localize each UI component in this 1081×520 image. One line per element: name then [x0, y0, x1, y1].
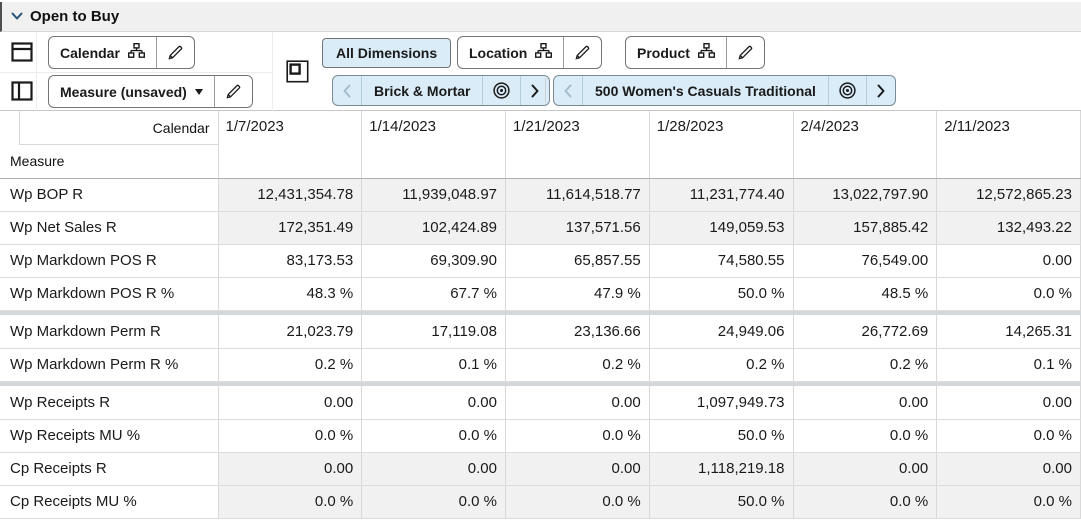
- page-axis-icon[interactable]: [286, 60, 309, 88]
- data-cell[interactable]: 76,549.00: [793, 244, 937, 277]
- table-row: [0, 386, 1081, 419]
- data-cell[interactable]: 0.2 %: [218, 348, 362, 381]
- data-cell[interactable]: 50.0 %: [649, 485, 793, 518]
- data-cell[interactable]: 0.0 %: [362, 419, 506, 452]
- axis-corner-cell: [0, 111, 218, 145]
- data-cell[interactable]: 47.9 %: [506, 277, 650, 310]
- location-chip-label[interactable]: Brick & Mortar: [361, 76, 482, 105]
- location-prev-button[interactable]: [333, 76, 361, 105]
- column-header[interactable]: 1/7/2023: [218, 111, 362, 178]
- data-cell[interactable]: 74,580.55: [649, 244, 793, 277]
- hierarchy-icon: [698, 43, 715, 63]
- product-tile-button[interactable]: [625, 36, 765, 69]
- row-label[interactable]: Cp Receipts R: [0, 452, 218, 485]
- chip-divider: [545, 78, 546, 103]
- hierarchy-icon: [535, 43, 552, 63]
- data-cell[interactable]: 172,351.49: [218, 211, 362, 244]
- data-cell[interactable]: 17,119.08: [362, 315, 506, 348]
- data-cell[interactable]: 1,118,219.18: [649, 452, 793, 485]
- data-cell[interactable]: 0.0 %: [793, 485, 937, 518]
- data-cell[interactable]: 50.0 %: [649, 419, 793, 452]
- location-chip: [332, 75, 550, 106]
- grid-body: [0, 178, 1081, 518]
- column-header-row: [0, 111, 1081, 145]
- column-header[interactable]: 1/14/2023: [362, 111, 506, 178]
- data-cell[interactable]: 83,173.53: [218, 244, 362, 277]
- data-cell[interactable]: 11,231,774.40: [649, 178, 793, 211]
- product-prev-button[interactable]: [554, 76, 582, 105]
- data-cell[interactable]: 24,949.06: [649, 315, 793, 348]
- column-axis-label[interactable]: Calendar: [20, 111, 218, 145]
- data-cell[interactable]: 0.00: [793, 386, 937, 419]
- table-row: [0, 277, 1081, 310]
- data-cell[interactable]: 0.0 %: [362, 485, 506, 518]
- product-chip-label[interactable]: 500 Women's Casuals Traditional: [582, 76, 828, 105]
- product-tile-label: Product: [637, 44, 690, 61]
- row-label[interactable]: Wp Markdown POS R: [0, 244, 218, 277]
- row-label[interactable]: Wp Markdown POS R %: [0, 277, 218, 310]
- data-cell[interactable]: 137,571.56: [506, 211, 650, 244]
- product-edit-button[interactable]: [726, 37, 764, 68]
- data-cell[interactable]: 132,493.22: [937, 211, 1081, 244]
- location-target-icon[interactable]: [482, 76, 520, 105]
- data-cell[interactable]: 0.00: [937, 244, 1081, 277]
- calendar-tile-button[interactable]: [48, 36, 195, 69]
- row-label[interactable]: Wp Receipts R: [0, 386, 218, 419]
- column-header[interactable]: 1/28/2023: [649, 111, 793, 178]
- data-cell[interactable]: 0.00: [937, 386, 1081, 419]
- table-row: [0, 485, 1081, 518]
- data-cell[interactable]: 102,424.89: [362, 211, 506, 244]
- data-cell[interactable]: 14,265.31: [937, 315, 1081, 348]
- page-title: Open to Buy: [30, 8, 120, 25]
- column-header[interactable]: 2/4/2023: [793, 111, 937, 178]
- data-cell[interactable]: 0.00: [362, 452, 506, 485]
- data-cell[interactable]: 21,023.79: [218, 315, 362, 348]
- pivot-grid: [0, 111, 1081, 519]
- location-tile-label: Location: [469, 44, 528, 61]
- data-cell[interactable]: 12,431,354.78: [218, 178, 362, 211]
- data-cell[interactable]: 149,059.53: [649, 211, 793, 244]
- data-cell[interactable]: 0.1 %: [937, 348, 1081, 381]
- data-cell[interactable]: 65,857.55: [506, 244, 650, 277]
- table-row: [0, 452, 1081, 485]
- corner-strip: [0, 111, 20, 145]
- data-cell[interactable]: 0.2 %: [649, 348, 793, 381]
- data-cell[interactable]: 0.00: [218, 452, 362, 485]
- all-dimensions-label: All Dimensions: [336, 45, 438, 61]
- data-cell[interactable]: 69,309.90: [362, 244, 506, 277]
- table-row: [0, 211, 1081, 244]
- data-cell[interactable]: 0.0 %: [218, 419, 362, 452]
- data-cell[interactable]: 0.0 %: [506, 485, 650, 518]
- data-cell[interactable]: 11,939,048.97: [362, 178, 506, 211]
- data-cell[interactable]: 50.0 %: [649, 277, 793, 310]
- pivot-toolbar: [0, 32, 1081, 111]
- data-cell[interactable]: 0.2 %: [793, 348, 937, 381]
- measure-tile-label: Measure (unsaved): [60, 83, 187, 100]
- data-cell[interactable]: 0.0 %: [218, 485, 362, 518]
- data-cell[interactable]: 0.0 %: [793, 419, 937, 452]
- data-cell[interactable]: 12,572,865.23: [937, 178, 1081, 211]
- measure-tile-button[interactable]: [48, 75, 253, 108]
- data-cell[interactable]: 0.00: [218, 386, 362, 419]
- data-cell[interactable]: 13,022,797.90: [793, 178, 937, 211]
- data-cell[interactable]: 157,885.42: [793, 211, 937, 244]
- table-row: [0, 244, 1081, 277]
- location-edit-button[interactable]: [563, 37, 601, 68]
- data-cell[interactable]: 0.00: [506, 452, 650, 485]
- data-cell[interactable]: 48.5 %: [793, 277, 937, 310]
- column-header[interactable]: 2/11/2023: [937, 111, 1081, 178]
- row-label[interactable]: Wp BOP R: [0, 178, 218, 211]
- location-tile-button[interactable]: [457, 36, 602, 69]
- product-next-button[interactable]: [866, 76, 895, 105]
- calendar-tile-label: Calendar: [60, 44, 120, 61]
- row-label[interactable]: Wp Receipts MU %: [0, 419, 218, 452]
- collapse-chevron-icon[interactable]: [11, 12, 23, 21]
- toolbar-divider: [0, 72, 272, 73]
- product-target-icon[interactable]: [828, 76, 866, 105]
- data-cell[interactable]: 0.0 %: [506, 419, 650, 452]
- row-label[interactable]: Wp Markdown Perm R: [0, 315, 218, 348]
- rows-axis-icon[interactable]: [11, 42, 33, 67]
- data-cell[interactable]: 0.0 %: [937, 277, 1081, 310]
- toolbar-divider: [272, 32, 273, 111]
- data-cell[interactable]: 0.00: [793, 452, 937, 485]
- data-cell[interactable]: 67.7 %: [362, 277, 506, 310]
- product-chip: [553, 75, 896, 106]
- columns-axis-icon[interactable]: [11, 81, 33, 106]
- data-cell[interactable]: 0.00: [506, 386, 650, 419]
- row-label[interactable]: Wp Net Sales R: [0, 211, 218, 244]
- hierarchy-icon: [128, 43, 145, 63]
- calendar-edit-button[interactable]: [156, 37, 194, 68]
- data-cell[interactable]: 0.00: [362, 386, 506, 419]
- row-axis-label[interactable]: Measure: [0, 145, 218, 178]
- data-cell[interactable]: 0.0 %: [937, 419, 1081, 452]
- data-cell[interactable]: 23,136.66: [506, 315, 650, 348]
- measure-edit-button[interactable]: [214, 76, 252, 107]
- data-cell[interactable]: 1,097,949.73: [649, 386, 793, 419]
- table-row: [0, 178, 1081, 211]
- data-cell[interactable]: 11,614,518.77: [506, 178, 650, 211]
- table-row: [0, 348, 1081, 381]
- data-cell[interactable]: 26,772.69: [793, 315, 937, 348]
- data-cell[interactable]: 0.2 %: [506, 348, 650, 381]
- table-row: [0, 315, 1081, 348]
- dropdown-caret-icon[interactable]: [195, 89, 203, 95]
- data-cell[interactable]: 0.0 %: [937, 485, 1081, 518]
- row-label[interactable]: Cp Receipts MU %: [0, 485, 218, 518]
- data-cell[interactable]: 0.00: [937, 452, 1081, 485]
- data-cell[interactable]: 48.3 %: [218, 277, 362, 310]
- all-dimensions-button[interactable]: [322, 38, 451, 68]
- column-header[interactable]: 1/21/2023: [506, 111, 650, 178]
- section-header: [0, 2, 1081, 32]
- table-row: [0, 419, 1081, 452]
- row-label[interactable]: Wp Markdown Perm R %: [0, 348, 218, 381]
- data-cell[interactable]: 0.1 %: [362, 348, 506, 381]
